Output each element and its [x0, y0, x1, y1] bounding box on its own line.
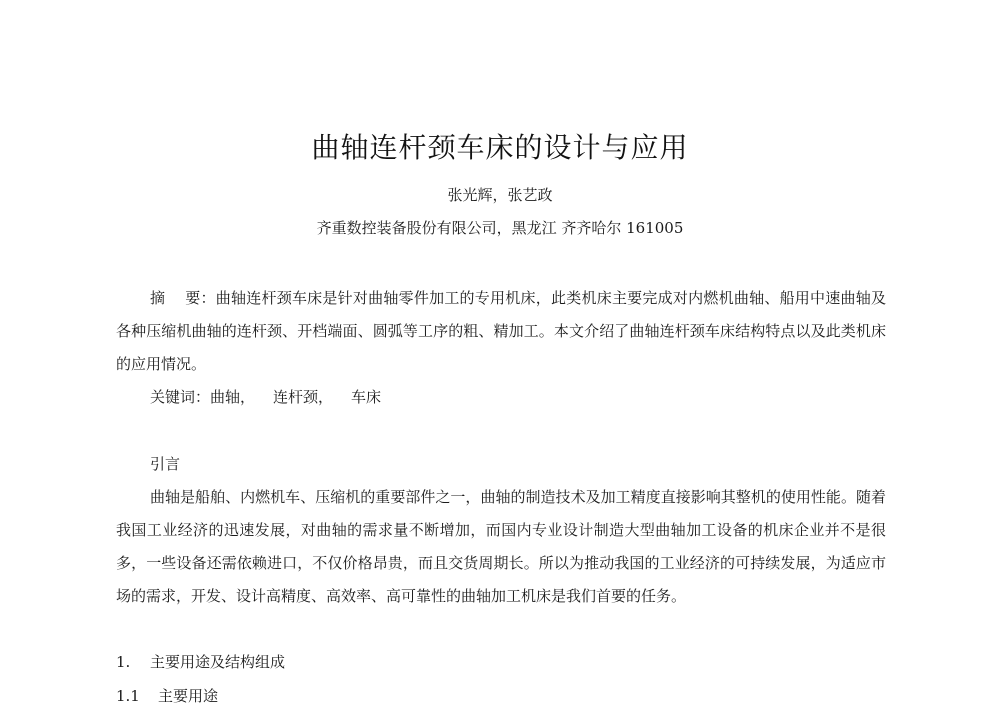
abstract [116, 282, 886, 381]
introduction-body [116, 481, 886, 613]
keyword-item: 车床 [351, 388, 382, 406]
section-number: 1. [116, 653, 131, 671]
section-title: 主要用途 [158, 687, 219, 705]
abstract-text: 曲轴连杆颈车床是针对曲轴零件加工的专用机床，此类机床主要完成对内燃机曲轴、船用中速曲轴及各种压缩机曲轴的连杆颈、开档端面、圆弧等工序的粗、精加工。本文介绍了曲轴连杆颈车床结构特点以及此类机床的应用情况。 [116, 289, 886, 373]
keywords-label: 关键词： [150, 388, 211, 406]
section-title: 主要用途及结构组成 [150, 653, 286, 671]
introduction-paragraph: 曲轴是船舶、内燃机车、压缩机的重要部件之一，曲轴的制造技术及加工精度直接影响其整机的使用性能。随着我国工业经济的迅速发展，对曲轴的需求量不断增加，而国内专业设计制造大型曲轴加工设备的机床企业并不是很多，一些设备还需依赖进口，不仅价格昂贵，而且交货周期长。所以为推动我国的工业经济的可持续发展，为适应市场的需求，开发、设计高精度、高效率、高可靠性的曲轴加工机床是我们首要的任务。 [116, 488, 886, 605]
introduction-heading: 引言 [150, 455, 181, 473]
author-list: 张光辉，张艺政 [447, 186, 553, 204]
keyword-item: 曲轴， [210, 388, 256, 406]
keywords [150, 381, 381, 414]
section-heading [116, 646, 285, 679]
abstract-label: 摘 要： [150, 289, 216, 307]
keyword-item: 连杆颈， [273, 388, 334, 406]
subsection-heading [116, 680, 218, 713]
paper-title: 曲轴连杆颈车床的设计与应用 [311, 131, 689, 164]
section-number: 1.1 [116, 687, 140, 705]
affiliation: 齐重数控装备股份有限公司，黑龙江 齐齐哈尔 161005 [316, 219, 684, 237]
